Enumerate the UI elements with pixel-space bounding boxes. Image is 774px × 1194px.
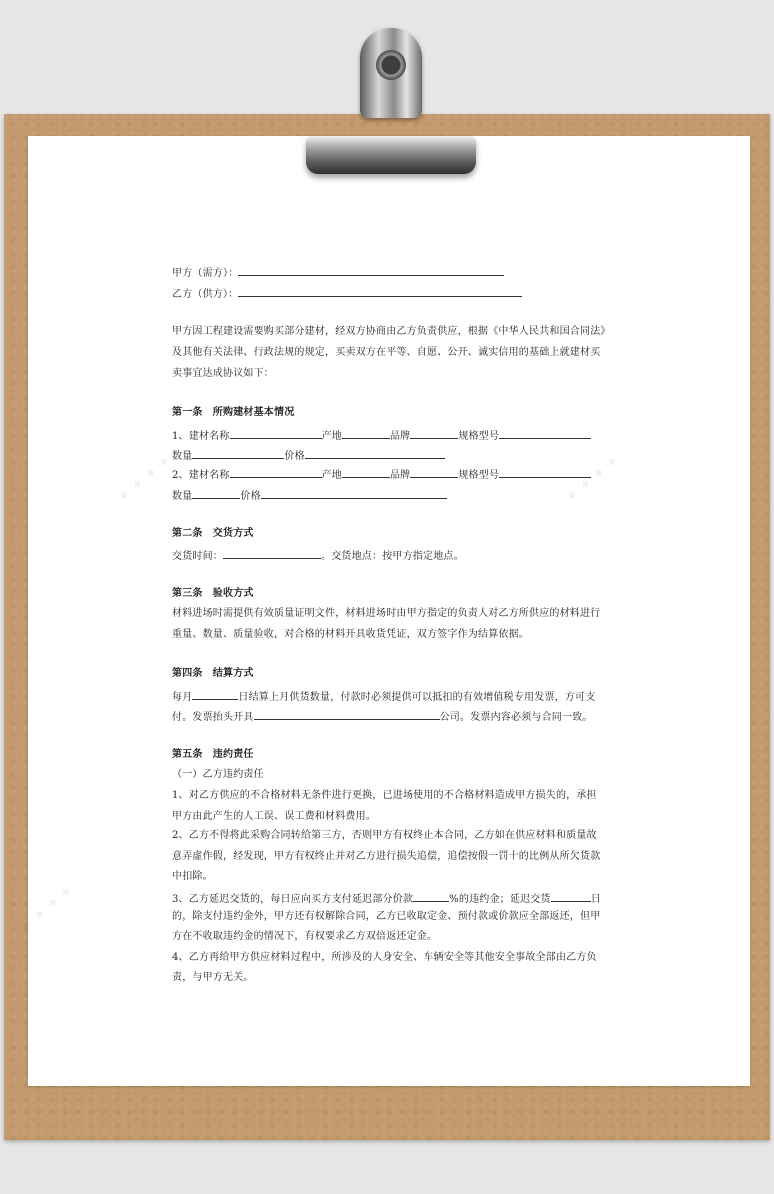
item1-model-blank[interactable] xyxy=(499,427,591,439)
article5-p1: 甲方由此产生的人工误、误工费和材料费用。 xyxy=(172,811,376,822)
late-penalty-text: 3、乙方延迟交货的，每日应向买方支付延迟部分价款 xyxy=(172,894,414,905)
party-a-blank[interactable] xyxy=(238,264,504,276)
settlement-text: 日结算上月供货数量，付款时必须提供可以抵扣的有效增值税专用发票，方可支 xyxy=(238,692,596,703)
monthly-label: 每月 xyxy=(172,692,193,703)
article5-p3: 方在不收取违约金的情况下，有权要求乙方双倍返还定金。 xyxy=(172,931,438,942)
article3-title: 第三条 验收方式 xyxy=(172,588,254,599)
delivery-time-label: 交货时间： xyxy=(172,551,223,562)
article3-line: 重量、数量、质量验收，对合格的材料开具收货凭证，双方签字作为结算依据。 xyxy=(172,629,529,640)
model-label: 规格型号 xyxy=(458,470,500,481)
watermark: ✦ ✦ ✦ ✦ xyxy=(113,451,175,507)
article2-delivery xyxy=(172,547,464,564)
origin-label: 产地 xyxy=(321,431,342,442)
price-label: 价格 xyxy=(240,491,261,502)
article1-item1 xyxy=(172,427,591,444)
watermark: ✦ ✦ ✦ ✦ xyxy=(15,881,77,937)
party-b-blank[interactable] xyxy=(238,285,522,297)
binder-clip-hole xyxy=(376,50,406,80)
model-label: 规格型号 xyxy=(458,431,500,442)
watermark: ✦ ✦ ✦ ✦ xyxy=(561,451,623,507)
binder-clip-base xyxy=(306,136,476,174)
delivery-place-text: 。交货地点：按甲方指定地点。 xyxy=(321,551,464,562)
brand-label: 品牌 xyxy=(389,431,411,442)
late-days-blank[interactable] xyxy=(551,890,591,902)
party-b-line xyxy=(172,285,522,302)
item1-name-blank[interactable] xyxy=(230,427,322,439)
article1-item2 xyxy=(172,466,591,483)
article4-title: 第四条 结算方式 xyxy=(172,668,254,679)
item2-price-blank[interactable] xyxy=(261,487,447,499)
intro-line: 卖事宜达成协议如下： xyxy=(172,368,274,379)
item2-brand-blank[interactable] xyxy=(410,466,458,478)
delivery-time-blank[interactable] xyxy=(223,547,321,559)
article5-p2: 意弄虚作假，经发现，甲方有权终止并对乙方进行损失追偿，追偿按假一罚十的比例从所欠货款 xyxy=(172,851,601,862)
article5-p3: 的，除支付违约金外，甲方还有权解除合同，乙方已收取定金、预付款或价款应全部返还，但甲 xyxy=(172,911,601,922)
settlement-day-blank[interactable] xyxy=(192,688,238,700)
price-label: 价格 xyxy=(284,451,305,462)
item1-price-blank[interactable] xyxy=(305,447,445,459)
article3-line: 材料进场时需提供有效质量证明文件，材料进场时由甲方指定的负责人对乙方所供应的材料进行 xyxy=(172,608,601,619)
invoice-company-blank[interactable] xyxy=(254,708,440,720)
item2-name-blank[interactable] xyxy=(230,466,322,478)
article1-item2-qty xyxy=(172,487,447,504)
article5-p4: 4、乙方再给甲方供应材料过程中，所涉及的人身安全、车辆安全等其他安全事故全部由乙方负 xyxy=(172,952,597,963)
article4-line1 xyxy=(172,688,595,705)
item2-model-blank[interactable] xyxy=(499,466,591,478)
brand-label: 品牌 xyxy=(389,470,411,481)
item2-origin-blank[interactable] xyxy=(342,466,390,478)
item1-prefix: 1、建材名称 xyxy=(172,431,230,442)
article5-p2: 中扣除。 xyxy=(172,871,213,882)
item1-origin-blank[interactable] xyxy=(342,427,390,439)
article5-p4: 责，与甲方无关。 xyxy=(172,972,254,983)
penalty-rate-blank[interactable] xyxy=(413,890,449,902)
article1-title: 第一条 所购建材基本情况 xyxy=(172,407,295,418)
intro-line: 甲方因工程建设需要购买部分建材，经双方协商由乙方负责供应，根据《中华人民共和国合同法》 xyxy=(172,326,611,337)
party-a-line xyxy=(172,264,504,281)
party-b-label: 乙方（供方）： xyxy=(172,289,239,300)
qty-label: 数量 xyxy=(172,451,193,462)
invoice-title-label: 付。发票抬头开具 xyxy=(172,712,254,723)
item2-qty-blank[interactable] xyxy=(192,487,240,499)
article5-p2: 2、乙方不得将此采购合同转给第三方，否则甲方有权终止本合同，乙方如在供应材料和质量故 xyxy=(172,830,597,841)
article5-p3-line1 xyxy=(172,890,601,907)
item1-qty-blank[interactable] xyxy=(192,447,284,459)
qty-label: 数量 xyxy=(172,491,193,502)
item1-brand-blank[interactable] xyxy=(410,427,458,439)
party-a-label: 甲方（需方）： xyxy=(172,268,239,279)
article4-line2 xyxy=(172,708,593,725)
intro-line: 及其他有关法律、行政法规的规定，买卖双方在平等、自愿、公开、诚实信用的基础上就建材买 xyxy=(172,347,601,358)
article1-item1-qty xyxy=(172,447,445,464)
invoice-text: 公司。发票内容必须与合同一致。 xyxy=(439,712,593,723)
article2-title: 第二条 交货方式 xyxy=(172,528,254,539)
day-unit: 日 xyxy=(590,894,601,905)
article5-subtitle: （一）乙方违约责任 xyxy=(172,769,264,780)
article5-p1: 1、对乙方供应的不合格材料无条件进行更换，已进场使用的不合格材料造成甲方损失的，承担 xyxy=(172,790,597,801)
article5-title: 第五条 违约责任 xyxy=(172,749,254,760)
item2-prefix: 2、建材名称 xyxy=(172,470,230,481)
origin-label: 产地 xyxy=(321,470,342,481)
late-delivery-text: %的违约金；延迟交货 xyxy=(449,894,551,905)
